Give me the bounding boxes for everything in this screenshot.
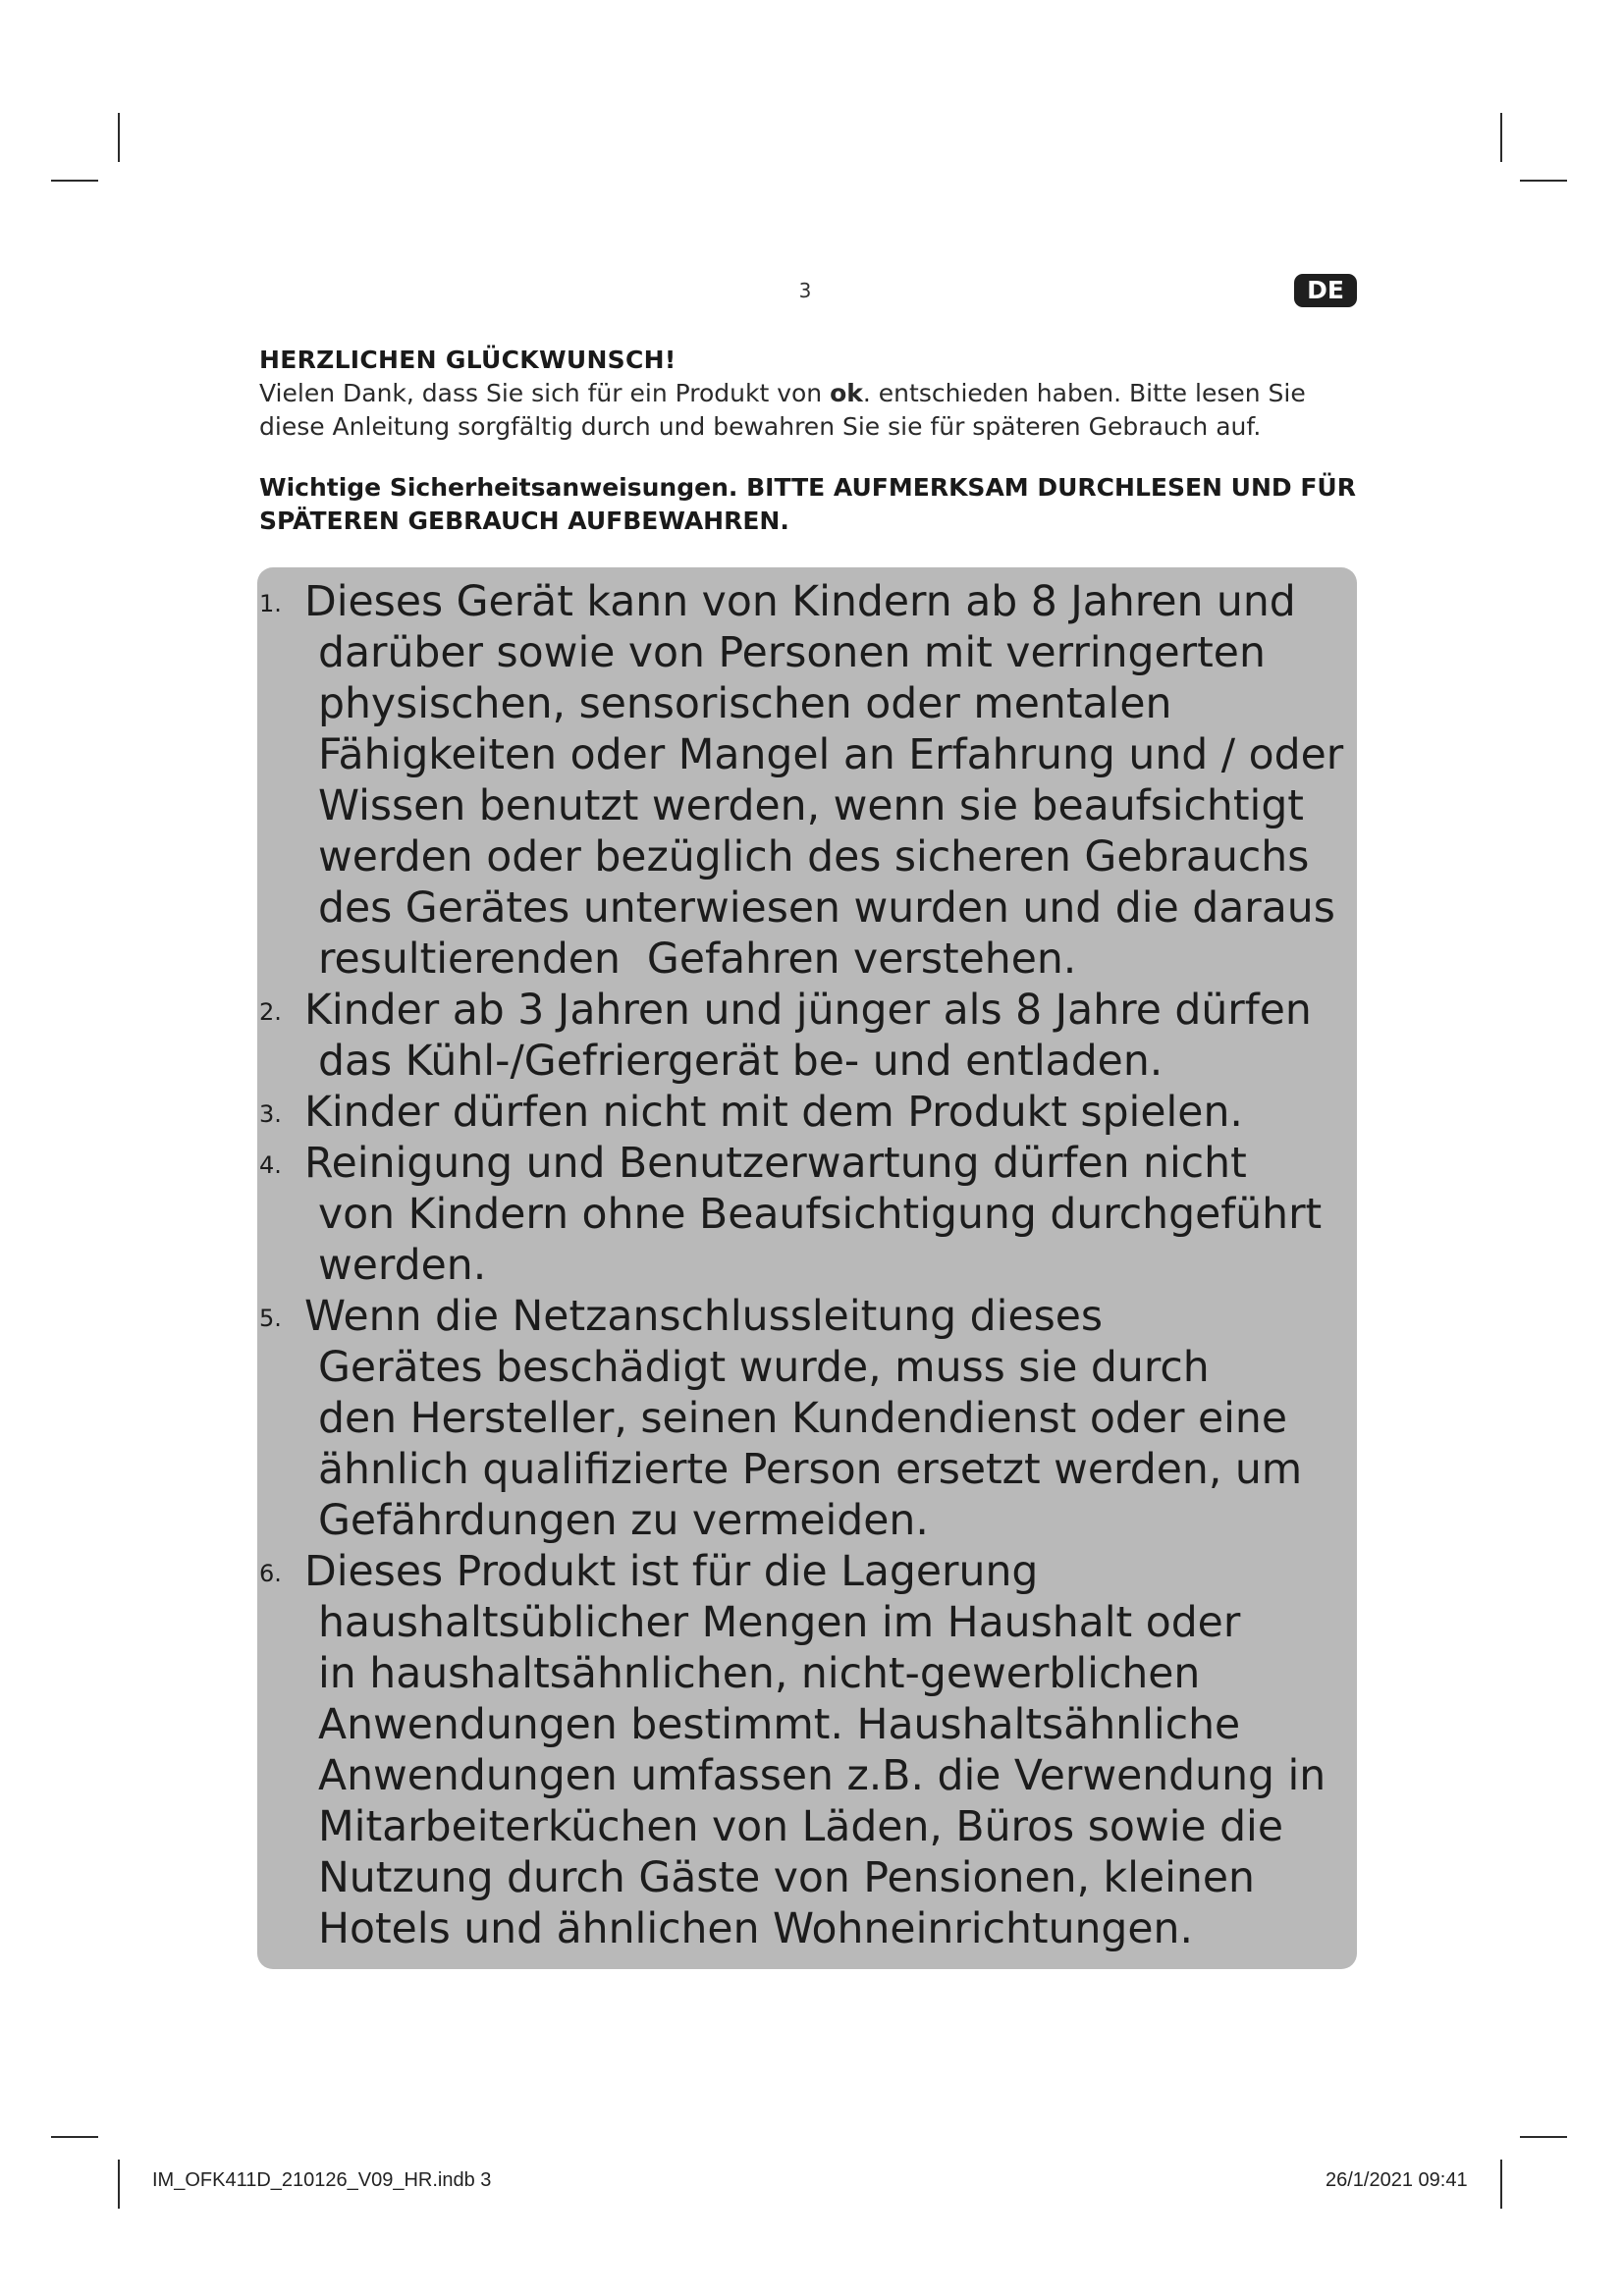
crop-mark-top-left-vertical bbox=[118, 113, 120, 162]
safety-item-number: 6. bbox=[259, 1560, 282, 1587]
crop-mark-bottom-right-horizontal bbox=[1520, 2136, 1567, 2138]
crop-mark-bottom-left-horizontal bbox=[51, 2136, 98, 2138]
intro-text-end: . entschieden haben. Bitte lesen Sie bbox=[862, 379, 1306, 407]
language-badge: DE bbox=[1294, 274, 1357, 307]
safety-item-line: den Hersteller, seinen Kundendienst oder eine bbox=[318, 1395, 1288, 1443]
safety-item-line: ähnlich qualifizierte Person ersetzt werden, um bbox=[318, 1446, 1303, 1494]
safety-item-line: physischen, sensorischen oder mentalen bbox=[318, 680, 1172, 728]
intro-text-start: Vielen Dank, dass Sie sich für ein Produkt von bbox=[259, 379, 831, 407]
safety-item-line: Hotels und ähnlichen Wohneinrichtungen. bbox=[318, 1905, 1194, 1953]
safety-item-line: werden oder bezüglich des sicheren Gebrauchs bbox=[318, 833, 1310, 881]
safety-heading bbox=[259, 471, 1359, 538]
crop-mark-bottom-left-vertical bbox=[118, 2160, 120, 2209]
crop-mark-bottom-right-vertical bbox=[1500, 2160, 1502, 2209]
safety-item-number: 2. bbox=[259, 998, 282, 1026]
safety-item-line: darüber sowie von Personen mit verringerten bbox=[318, 629, 1266, 677]
footer-file-name: IM_OFK411D_210126_V09_HR.indb 3 bbox=[152, 2169, 492, 2191]
safety-item-line: Kinder ab 3 Jahren und jünger als 8 Jahre dürfen bbox=[304, 987, 1312, 1035]
safety-instructions-list bbox=[257, 577, 1357, 1955]
safety-item-line: haushaltsüblicher Mengen im Haushalt oder bbox=[318, 1599, 1241, 1647]
intro-section bbox=[259, 344, 1359, 444]
safety-item-line: werden. bbox=[318, 1242, 487, 1290]
safety-item bbox=[257, 1088, 1357, 1139]
safety-item-line: das Kühl-/Gefriergerät be- und entladen. bbox=[318, 1038, 1164, 1086]
safety-item-line: Wenn die Netzanschlussleitung dieses bbox=[304, 1293, 1104, 1341]
safety-item bbox=[257, 577, 1357, 986]
safety-item-line: Anwendungen bestimmt. Haushaltsähnliche bbox=[318, 1701, 1241, 1749]
intro-text bbox=[259, 377, 1359, 444]
safety-item bbox=[257, 986, 1357, 1088]
safety-item-line: Fähigkeiten oder Mangel an Erfahrung und / oder bbox=[318, 731, 1344, 779]
intro-heading: HERZLICHEN GLÜCKWUNSCH! bbox=[259, 346, 677, 374]
footer-date-time: 26/1/2021 09:41 bbox=[1326, 2169, 1468, 2191]
safety-item-number: 3. bbox=[259, 1100, 282, 1128]
safety-item bbox=[257, 1292, 1357, 1547]
safety-item-line: resultierenden Gefahren verstehen. bbox=[318, 935, 1077, 984]
safety-item bbox=[257, 1139, 1357, 1292]
safety-item-line: des Gerätes unterwiesen wurden und die daraus bbox=[318, 884, 1335, 933]
safety-item-line: Kinder dürfen nicht mit dem Produkt spielen. bbox=[304, 1089, 1243, 1137]
safety-item-line: Gefährdungen zu vermeiden. bbox=[318, 1497, 929, 1545]
safety-item-line: Mitarbeiterküchen von Läden, Büros sowie die bbox=[318, 1803, 1283, 1851]
safety-item-line: Wissen benutzt werden, wenn sie beaufsichtigt bbox=[318, 782, 1304, 830]
safety-item-line: Gerätes beschädigt wurde, muss sie durch bbox=[318, 1344, 1210, 1392]
crop-mark-top-right-vertical bbox=[1500, 113, 1502, 162]
safety-item-line: Dieses Gerät kann von Kindern ab 8 Jahren und bbox=[304, 578, 1296, 626]
safety-item-line: Anwendungen umfassen z.B. die Verwendung in bbox=[318, 1752, 1326, 1800]
safety-item-line: Reinigung und Benutzerwartung dürfen nicht bbox=[304, 1140, 1247, 1188]
safety-item-number: 5. bbox=[259, 1305, 282, 1332]
crop-mark-top-right-horizontal bbox=[1520, 180, 1567, 182]
safety-item-line: in haushaltsähnlichen, nicht-gewerblichen bbox=[318, 1650, 1201, 1698]
crop-mark-top-left-horizontal bbox=[51, 180, 98, 182]
safety-item-line: Nutzung durch Gäste von Pensionen, kleinen bbox=[318, 1854, 1255, 1902]
page-number: 3 bbox=[798, 279, 812, 302]
safety-heading-line-1: Wichtige Sicherheitsanweisungen. BITTE AUFMERKSAM DURCHLESEN UND FÜR bbox=[259, 473, 1356, 502]
safety-item-number: 4. bbox=[259, 1151, 282, 1179]
safety-heading-line-2: SPÄTEREN GEBRAUCH AUFBEWAHREN. bbox=[259, 507, 789, 535]
safety-instructions-box bbox=[257, 567, 1357, 1969]
safety-item-number: 1. bbox=[259, 590, 282, 617]
safety-item-line: von Kindern ohne Beaufsichtigung durchgeführt bbox=[318, 1191, 1323, 1239]
intro-text-line-2: diese Anleitung sorgfältig durch und bewahren Sie sie für späteren Gebrauch auf. bbox=[259, 412, 1262, 441]
safety-item-line: Dieses Produkt ist für die Lagerung bbox=[304, 1548, 1039, 1596]
brand-name: ok bbox=[830, 379, 863, 407]
safety-item bbox=[257, 1547, 1357, 1955]
